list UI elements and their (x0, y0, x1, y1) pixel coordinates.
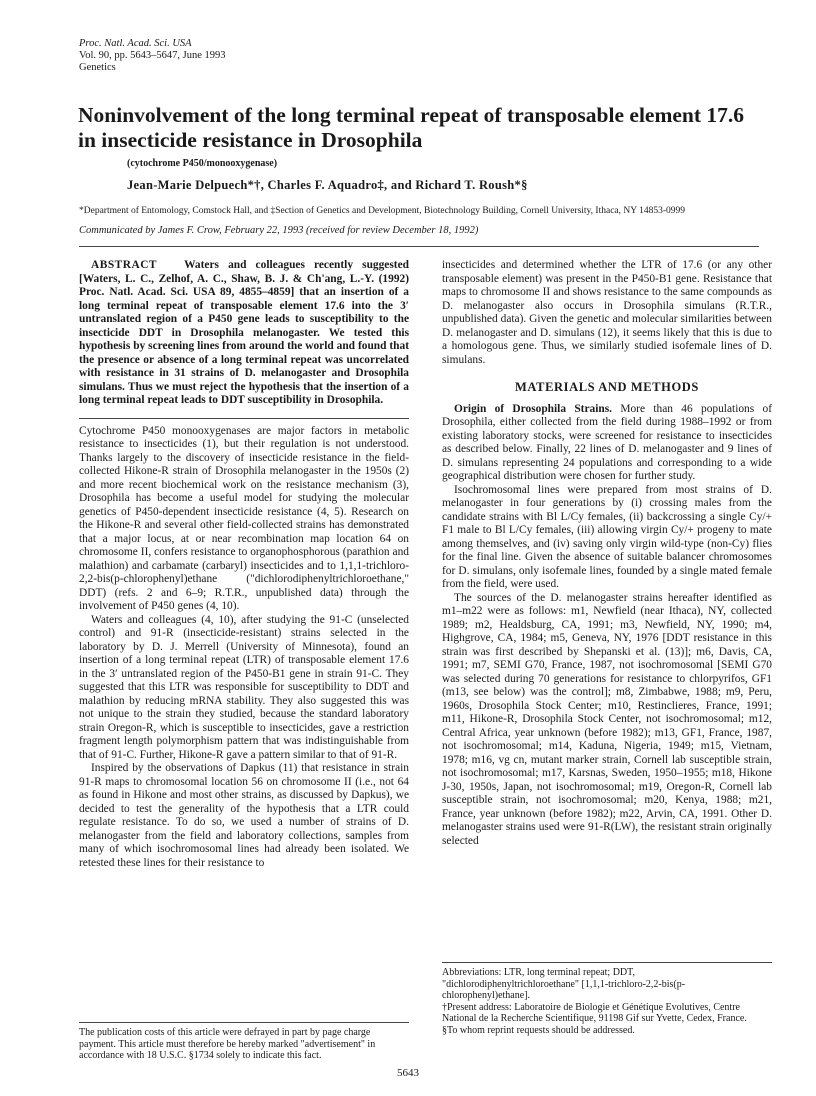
affiliation: *Department of Entomology, Comstock Hall, and ‡Section of Genetics and Development, Biotechnology Building, Cornell University, Ithaca, NY 14853-0999 (79, 206, 686, 216)
author-list: Jean-Marie Delpuech*†, Charles F. Aquadro‡, and Richard T. Roush*§ (127, 178, 528, 192)
abstract (79, 259, 409, 408)
origin-text: More than 46 populations of Drosophila, either collected from the field during 1988–1992 or from existing laboratory stocks, were screened for resistance to insecticides as described below. Finally, 22 lines of D. melanogaster and 9 lines of D. simulans representing 24 populations and corresponding to a wide geographical distribution were chosen for further study. (442, 402, 772, 482)
footnote-left (79, 1022, 409, 1062)
footnote-present-address: †Present address: Laboratoire de Biologie et Génétique Evolutives, Centre National de la Recherche Scientifique, 91198 Gif sur Yvette, Cedex, France. (442, 1001, 747, 1024)
journal-name: Proc. Natl. Acad. Sci. USA (79, 38, 192, 49)
communicated-by: Communicated by James F. Crow, February 22, 1993 (received for review December 18, 1992) (79, 225, 479, 236)
paragraph-intro: Cytochrome P450 monooxygenases are major factors in metabolic resistance to insecticides (1), but their regulation is not understood. Thanks largely to the discovery of insecticide resistance in the field-collected Hikone-R strain of Drosophila melanogaster in the 1950s (2) and more recent biochemical work on the resistance mechanism (3), Drosophila has become a useful model for studying the molecular genetics of P450-dependent insecticide resistance (4, 5). Research on the Hikone-R and several other field-collected strains has demonstrated that a major locus, at or near recombination map location 64 on chromosome II, confers resistance to organophosphorous (parathion and malathion) and carbamate (carbaryl) insecticides and to 1,1,1-trichloro-2,2-bis(p-chlorophenyl)ethane ("dichlorodiphenyltrichloroethane," DDT) (refs. 2 and 6–9; R.T.R., unpublished data) through the involvement of P450 genes (4, 10). (79, 424, 409, 612)
footnote-left-divider (79, 1022, 409, 1023)
section-heading: MATERIALS AND METHODS (515, 380, 699, 394)
paragraph-waters: Waters and colleagues (4, 10), after studying the 91-C (unselected control) and 91-R (insecticide-resistant) strains selected in the laboratory by D. J. Merrell (University of Minnesota), found an insertion of a long terminal repeat (LTR) of transposable element 17.6 in the 3′ untranslated region of the P450-B1 gene in strain 91-C. They suggested that this LTR was responsible for susceptibility to DDT and malathion by reducing mRNA stability. They also suggested this was not unique to the strain they studied, because the standard laboratory strain Oregon-R, which is susceptible to insecticides, gave a restriction fragment length polymorphism pattern that was indistinguishable from that of 91-C. Further, Hikone-R gave a pattern similar to that of 91-R. (79, 613, 409, 761)
publication-cost-note: The publication costs of this article were defrayed in part by page charge payment. This article must therefore be hereby marked "advertisement" in accordance with 18 U.S.C. §1734 solely to indicate this fact. (79, 1027, 376, 1061)
page-number: 5643 (397, 1067, 419, 1079)
journal-volume: Vol. 90, pp. 5643–5647, June 1993 (79, 50, 226, 61)
left-column (79, 259, 409, 870)
footnote-divider (442, 962, 772, 963)
footnotes-right (442, 962, 772, 1036)
paragraph-isochromosomal: Isochromosomal lines were prepared from most strains of D. melanogaster in four generations by (i) crossing males from the candidate strains with Bl L/Cy females, (ii) backcrossing a single Cy/+ F1 male to Bl L/Cy females, (iii) allowing virgin Cy/+ progeny to mate among themselves, and (iv) saving only virgin wild-type (non-Cy) flies for the final line. Given the absence of suitable balancer chromosomes for D. simulans, only isofemale lines, founded by a single mated female from the field, were used. (442, 483, 772, 590)
paragraph-continued: insecticides and determined whether the LTR of 17.6 (or any other transposable element) was present in the P450-B1 gene. Resistance that maps to chromosome II and shows resistance to the same compounds as D. melanogaster also occurs in Drosophila simulans (R.T.R., unpublished data). Given the genetic and molecular similarities between D. melanogaster and D. simulans (12), it seems likely that this is due to a homologous gene. Thus, we similarly studied isofemale lines of D. simulans. (442, 259, 772, 366)
article-title: Noninvolvement of the long terminal repeat of transposable element 17.6 in insecticide resistance in Drosophila (78, 103, 745, 152)
keywords: (cytochrome P450/monooxygenase) (127, 158, 278, 169)
abstract-label: ABSTRACT (91, 259, 158, 271)
paragraph-dapkus: Inspired by the observations of Dapkus (11) that resistance in strain 91-R maps to chromosomal location 56 on chromosome II (i.e., not 64 as found in Hikone and most other strains, as discussed by Dapkus), we decided to test the generality of the hypothesis that a LTR could regulate resistance. To do so, we used a number of strains of D. melanogaster from the field and laboratory collections, samples from many of which isochromosomal lines had already been isolated. We retested these lines for their resistance to (79, 762, 409, 869)
paragraph-origin (442, 403, 772, 484)
abstract-text: Waters and colleagues recently suggested [Waters, L. C., Zelhof, A. C., Shaw, B. J. & Ch'ang, L.-Y. (1992) Proc. Natl. Acad. Sci. USA 89, 4855–4859] that an insertion of a long terminal repeat of transposable element 17.6 into the 3′ untranslated region of a P450 gene leads to susceptibility to the insecticide DDT in Drosophila melanogaster. We tested this hypothesis by screening lines from around the world and found that the presence or absence of a long terminal repeat was uncorrelated with resistance in 31 strains of D. melanogaster and Drosophila simulans. Thus we must reject the hypothesis that the insertion of a long terminal repeat leads to DDT susceptibility in Drosophila. (79, 259, 409, 406)
footnote-abbreviations: Abbreviations: LTR, long terminal repeat; DDT, "dichlorodiphenyltrichloroethane" [1,1,1-trichloro-2,2-bis(p-chlorophenyl)ethane]. (442, 967, 686, 1001)
paragraph-sources: The sources of the D. melanogaster strains hereafter identified as m1–m22 were as follows: m1, Newfield (near Ithaca), NY, collected 1989; m2, Healdsburg, CA, 1991; m3, Newfield, NY, 1990; m4, Highgrove, CA, 1984; m5, Geneva, NY, 1976 [DDT resistance in this strain was first described by Shepanski et al. (13)]; m6, Davis, CA, 1991; m7, SEMI G70, France, 1987, not isochromosomal [SEMI G70 was selected during 70 generations for resistance to chlorpyrifos, GF1 (m13, see below) was the control]; m8, Zimbabwe, 1988; m9, Peru, 1960s, Drosophila Stock Center; m10, Restinclieres, France, 1991; m11, Hikone-R, Drosophila Stock Center, not isochromosomal; m12, Central Africa, year unknown (before 1982); m13, GF1, France, 1987, not isochromosomal; m14, Kaduna, Nigeria, 1949; m15, Vietnam, 1978; m16, vg cn, mutant marker strain, Cornell lab susceptible strain, not isochromosomal; m17, Karsnas, Sweden, 1950–1955; m18, Hikone J-30, 1950s, Japan, not isochromosomal; m19, Oregon-R, Cornell lab susceptible strain, not isochromosomal; m20, Kenya, 1988; m21, France, year unknown (before 1982); m22, Arvin, CA, 1991. Other D. melanogaster strains used were 91-R(LW), the resistant strain originally selected (442, 591, 772, 847)
abstract-divider (79, 418, 409, 419)
runin-heading: Origin of Drosophila Strains. (454, 402, 613, 415)
journal-header (79, 38, 226, 74)
right-column (442, 259, 772, 848)
journal-section: Genetics (79, 62, 116, 73)
header-divider (79, 246, 759, 247)
footnote-reprint: §To whom reprint requests should be addressed. (442, 1024, 635, 1036)
